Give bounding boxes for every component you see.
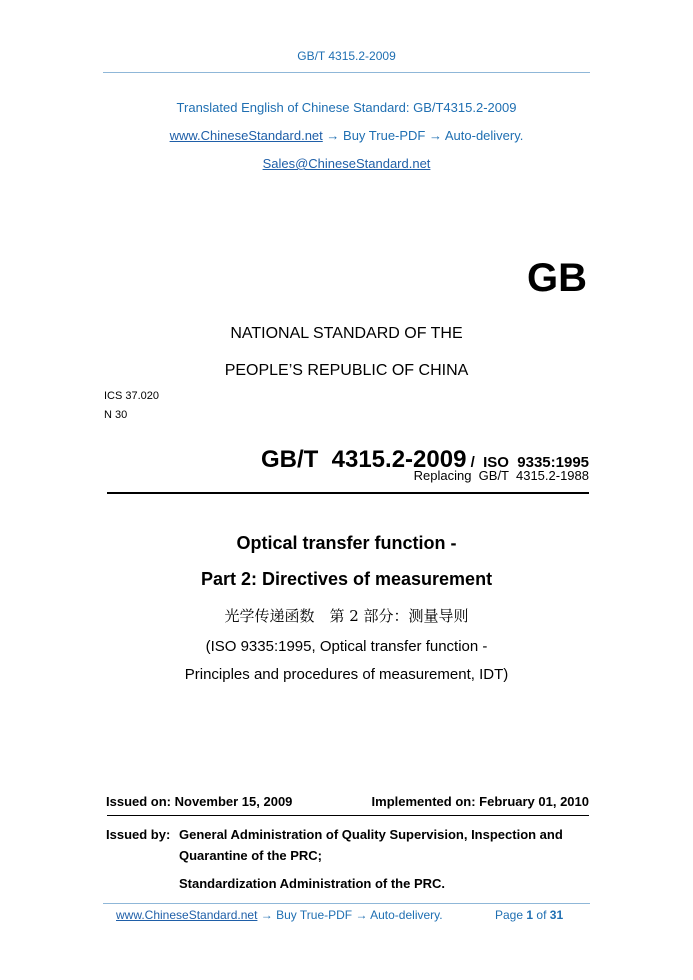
footer-purchase-line [116,908,443,922]
footer-rule [103,903,590,904]
footer-buy-text: → Buy True-PDF → Auto-delivery. [260,908,443,922]
footer-site-link[interactable]: www.ChineseStandard.net [116,908,258,922]
title-line1: Optical transfer function - [236,533,457,553]
standard-number: GB/T 4315.2-2009 [260,446,467,473]
iso-equivalent: / ISO 9335:1995 [466,454,589,471]
ics-code: ICS 37.020 [104,390,160,402]
translated-line: Translated English of Chinese Standard: GB/T4315.2-2009 [176,100,517,115]
issued-on: Issued on: November 15, 2009 [106,794,293,809]
header-rule [103,72,590,73]
issued-by-label: Issued by: [106,827,171,842]
iso-note-line1: (ISO 9335:1995, Optical transfer function - [205,638,488,655]
running-header-code: GB/T 4315.2-2009 [297,49,396,63]
email-link[interactable]: Sales@ChineseStandard.net [262,156,431,171]
ccs-code: N 30 [104,409,128,421]
title-line2: Part 2: Directives of measurement [200,569,493,589]
page-indicator [495,908,563,922]
of-label: of [536,908,547,922]
iso-note-line2: Principles and procedures of measurement, IDT) [184,666,509,683]
issue-rule [107,815,589,816]
purchase-line [0,128,693,143]
issued-by-line3: Standardization Administration of the PRC. [179,876,446,891]
national-standard-line2: PEOPLE’S REPUBLIC OF CHINA [224,362,469,379]
national-standard-line1: NATIONAL STANDARD OF THE [230,325,463,342]
replacing-note: Replacing GB/T 4315.2-1988 [413,468,589,483]
issued-by-line2: Quarantine of the PRC; [179,848,323,863]
page-total: 31 [549,908,564,922]
chinese-title: 光学传递函数 第 2 部分：测量导则 [224,607,469,625]
buy-text: → Buy True-PDF → Auto-delivery. [326,128,524,143]
gb-mark: GB [527,256,587,300]
page-number: 1 [526,908,534,922]
page-label: Page [495,908,524,922]
issued-by-line1: General Administration of Quality Supervision, Inspection and [179,827,563,842]
title-rule [107,492,589,494]
site-link[interactable]: www.ChineseStandard.net [169,128,323,143]
email-line [0,156,693,171]
implemented-on: Implemented on: February 01, 2010 [371,794,589,809]
